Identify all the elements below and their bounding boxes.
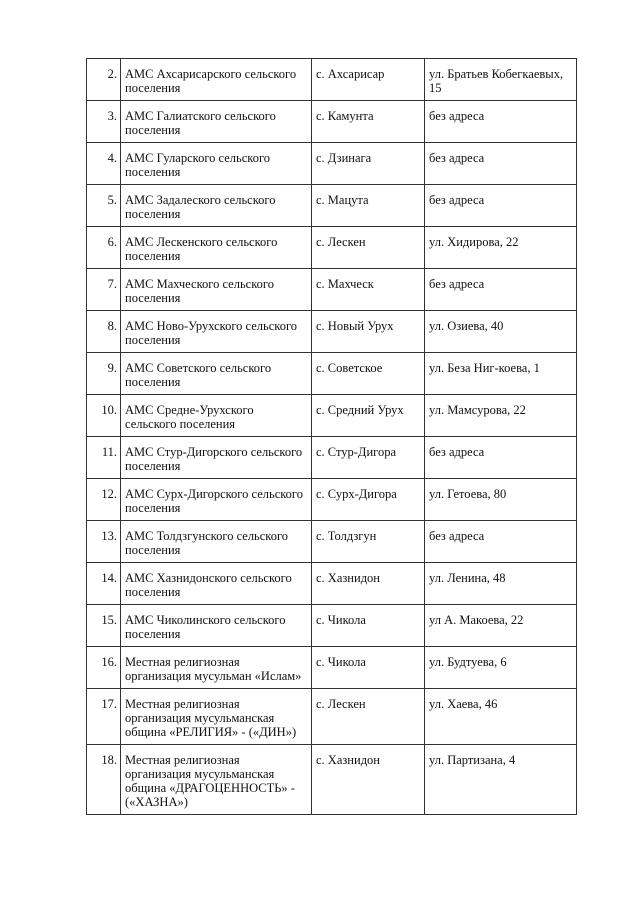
row-number-cell [87,395,121,437]
street-address: без адреса [425,437,577,479]
street-address: ул. Гетоева, 80 [425,479,577,521]
village-name: с. Новый Урух [312,311,425,353]
street-address: ул. Хаева, 46 [425,689,577,745]
street-address: без адреса [425,143,577,185]
organization-name: АМС Сурх-Дигорского сельского поселения [121,479,312,521]
village-name: с. Лескен [312,689,425,745]
row-number-cell [87,745,121,815]
table-row [87,605,577,647]
organizations-table [86,58,577,815]
village-name: с. Стур-Дигора [312,437,425,479]
row-number: 18. [101,753,117,767]
organization-name: АМС Чиколинского сельского поселения [121,605,312,647]
row-number-cell [87,437,121,479]
village-name: с. Мацута [312,185,425,227]
row-number-cell [87,143,121,185]
street-address: ул. Братьев Кобегкаевых, 15 [425,59,577,101]
row-number: 7. [107,277,117,291]
street-address: без адреса [425,269,577,311]
row-number: 11. [101,445,117,459]
row-number: 8. [107,319,117,333]
table-row [87,143,577,185]
table-row [87,59,577,101]
organization-name: АМС Ново-Урухского сельского поселения [121,311,312,353]
table-row [87,395,577,437]
row-number: 15. [101,613,117,627]
row-number: 10. [101,403,117,417]
row-number: 16. [101,655,117,669]
row-number-cell [87,605,121,647]
row-number: 12. [101,487,117,501]
row-number-cell [87,227,121,269]
row-number-cell [87,101,121,143]
village-name: с. Камунта [312,101,425,143]
organization-name: АМС Махческого сельского поселения [121,269,312,311]
row-number: 14. [101,571,117,585]
organization-name: АМС Советского сельского поселения [121,353,312,395]
table-row [87,521,577,563]
table-row [87,745,577,815]
street-address: ул. Беза Ниг-коева, 1 [425,353,577,395]
row-number-cell [87,311,121,353]
street-address: без адреса [425,185,577,227]
organization-name: АМС Ахсарисарского сельского поселения [121,59,312,101]
table-row [87,437,577,479]
organization-name: АМС Стур-Дигорского сельского поселения [121,437,312,479]
row-number-cell [87,647,121,689]
village-name: с. Махческ [312,269,425,311]
table-row [87,269,577,311]
table-row [87,311,577,353]
table-row [87,353,577,395]
street-address: ул. Мамсурова, 22 [425,395,577,437]
row-number-cell [87,563,121,605]
row-number-cell [87,185,121,227]
row-number: 3. [107,109,117,123]
village-name: с. Средний Урух [312,395,425,437]
street-address: ул. Партизана, 4 [425,745,577,815]
street-address: ул. Ленина, 48 [425,563,577,605]
village-name: с. Хазнидон [312,745,425,815]
row-number: 6. [107,235,117,249]
row-number-cell [87,479,121,521]
table-row [87,647,577,689]
row-number: 4. [107,151,117,165]
row-number-cell [87,521,121,563]
street-address: ул. Хидирова, 22 [425,227,577,269]
row-number: 5. [107,193,117,207]
row-number-cell [87,689,121,745]
row-number-cell [87,59,121,101]
street-address: ул. Озиева, 40 [425,311,577,353]
row-number: 13. [101,529,117,543]
organization-name: АМС Задалеского сельского поселения [121,185,312,227]
row-number-cell [87,269,121,311]
table-row [87,479,577,521]
table-row [87,101,577,143]
village-name: с. Дзинага [312,143,425,185]
organization-name: АМС Средне-Урухского сельского поселения [121,395,312,437]
table-row [87,689,577,745]
table-row [87,227,577,269]
row-number: 9. [107,361,117,375]
village-name: с. Хазнидон [312,563,425,605]
village-name: с. Ахсарисар [312,59,425,101]
street-address: ул. Будтуева, 6 [425,647,577,689]
village-name: с. Лескен [312,227,425,269]
organization-name: АМС Лескенского сельского поселения [121,227,312,269]
table-row [87,563,577,605]
village-name: с. Чикола [312,605,425,647]
organization-name: Местная религиозная организация мусульманская община «ДРАГОЦЕННОСТЬ» - («ХАЗНА») [121,745,312,815]
village-name: с. Чикола [312,647,425,689]
organization-name: Местная религиозная организация мусульман «Ислам» [121,647,312,689]
street-address: без адреса [425,101,577,143]
row-number-cell [87,353,121,395]
row-number: 17. [101,697,117,711]
street-address: без адреса [425,521,577,563]
village-name: с. Толдзгун [312,521,425,563]
organization-name: Местная религиозная организация мусульманская община «РЕЛИГИЯ» - («ДИН») [121,689,312,745]
row-number: 2. [107,67,117,81]
village-name: с. Сурх-Дигора [312,479,425,521]
street-address: ул А. Макоева, 22 [425,605,577,647]
organization-name: АМС Гуларского сельского поселения [121,143,312,185]
village-name: с. Советское [312,353,425,395]
organization-name: АМС Толдзгунского сельского поселения [121,521,312,563]
organization-name: АМС Галиатского сельского поселения [121,101,312,143]
table-row [87,185,577,227]
organization-name: АМС Хазнидонского сельского поселения [121,563,312,605]
